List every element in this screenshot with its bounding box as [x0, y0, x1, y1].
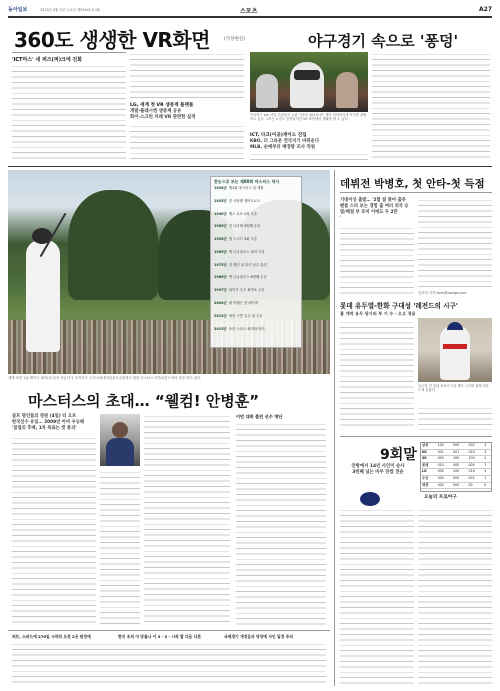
timeline-year: 2004년 [214, 301, 227, 306]
baseball-headline: 야구경기 속으로 '퐁덩' [308, 32, 459, 50]
schedule-cell-r: 000 [452, 462, 467, 469]
debut-rule [340, 192, 492, 193]
schedule-row [421, 456, 491, 463]
schedule-cell-r: 200 [452, 469, 467, 476]
timeline-list [211, 186, 301, 331]
vr-subhead: (가상현실) [224, 37, 245, 42]
schedule-cell-x: 001 [468, 475, 484, 482]
schedule-cell-team: 넥센 [421, 482, 437, 489]
schedule-cell-score: 010 [437, 462, 452, 469]
schedule-cell-team: 두산 [421, 475, 437, 482]
column-divider [334, 170, 335, 686]
vr-body-col2 [130, 52, 244, 98]
masthead [8, 6, 492, 16]
schedule-cell-score: 000 [437, 456, 452, 463]
debut-deck: 기대이상 출발… '2할 잘 찾아 출루 팬들 스타 보는 경험 출 여러 외국 승 빛/배점 부 조미 이에도 두 2만 ' [340, 198, 409, 221]
schedule-row [421, 449, 491, 456]
baseball-body-col1 [250, 152, 368, 162]
schedule-cell-x: 100 [468, 456, 484, 463]
debut-body-col2 [418, 198, 492, 294]
timeline-item [214, 263, 298, 268]
player-body [106, 438, 134, 466]
lotte-body-col2 [418, 406, 492, 430]
timeline-text: 제1회 마스터스 첫 개최 [228, 186, 264, 190]
timeline-item [214, 224, 298, 229]
pitcher-figure [440, 326, 470, 380]
timeline-text: 필 미켈슨 첫 메이저 [228, 301, 259, 306]
ninth-headline: 9회말 [380, 447, 417, 463]
timeline-text: 진 사라젠 앨버트로스 [228, 198, 261, 203]
timeline-item [214, 199, 298, 204]
timeline-item [214, 250, 298, 255]
schedule-cell-team: SK [421, 456, 437, 463]
masters-body-col2 [100, 470, 140, 626]
masters-infobox [210, 176, 302, 348]
bottom-body [12, 642, 326, 686]
masters-player-photo [100, 414, 140, 466]
vr-lead: 'ICT마스' 새 퍼즈(퍼)크에 진화 [12, 57, 83, 63]
timeline-item [214, 327, 298, 332]
schedule-cell-score: 001 [437, 449, 452, 456]
schedule-cell-r: 001 [452, 449, 467, 456]
masters-deck: 골프 명인들의 영원 (4일) 티 오프 한국선수 유일… 2009년 아마 우승때 '꿈결의 후배, 1차 목표는 컷 통과' [12, 414, 85, 431]
schedule-cell-x: 010 [468, 449, 484, 456]
ninth-body-col2 [418, 508, 492, 686]
vr-rule [12, 52, 126, 53]
lotte-headline: 롯데 유두열-한화 구대성 '레전드의 시구' [340, 302, 458, 310]
schedule-cell-team: NC [421, 449, 437, 456]
schedule-cell-x: 01X [468, 469, 484, 476]
baseball-deck: KBO, 더 그라운 전국지기 바뀌운다 MLB, 순매부터 배경량 조사 직원 [250, 139, 320, 150]
timeline-text: 리 엘더 첫 흑인 선수 출전 [228, 262, 267, 267]
bottom-head-3: 국제경기 개정음의 당장에 사인 일정 주의 [224, 634, 293, 639]
masthead-rule [8, 16, 492, 18]
section-name: 스포츠 [240, 8, 258, 15]
timeline-year: 1935년 [214, 198, 227, 203]
schedule-logo [360, 492, 380, 506]
ninth-rule [340, 436, 492, 437]
timeline-year: 1950년 [214, 224, 227, 229]
timeline-text: 타이거 우즈 최연소 우승 [228, 288, 265, 293]
pitcher-jersey-text [443, 344, 467, 349]
pitcher-cap [447, 322, 463, 330]
vr-headset-figure [290, 62, 324, 108]
vr-deck: 개발·플래시엔 생중계 공유 화이·스크린 차례 VR 관련한 실적 [130, 109, 196, 120]
timeline-item [214, 237, 298, 242]
vr-body-col1 [12, 64, 126, 160]
baseball-photo-caption: 프로야구 ktx 사업 주관업지 주관 기술력 2013시즌 개막 의미하기에 야구를 관람하고 있다 그러는 시각도 증양되지만 VR 화면에서 생활을 할 수 있다. [250, 113, 367, 122]
schedule-row [421, 462, 491, 469]
schedule-cell-x: 002 [468, 443, 484, 449]
issue-date: 2013년 4월 5일 금요일 제29441호 (8) [40, 8, 101, 12]
ninth-deck: 안방에서 14년 사인이 순사 3번째 넘는 마무 잔쌈 전운 [351, 464, 405, 475]
schedule-row [421, 475, 491, 482]
timeline-year: 1965년 [214, 249, 227, 254]
timeline-year: 1997년 [214, 288, 227, 293]
masters-headline: 마스터스의 초대… “웰컴! 안병훈” [28, 392, 260, 410]
schedule-cell-o: 1 [483, 475, 491, 482]
schedule-cell-o: 3 [483, 449, 491, 456]
schedule-cell-score: 000 [437, 475, 452, 482]
masters-col4-title: 이번 대회 출전 선수 명단 [236, 414, 283, 419]
schedule-cell-x: 00 [468, 482, 484, 489]
schedule-cell-score: 000 [437, 469, 452, 476]
schedule-cell-team: LG [421, 469, 437, 476]
timeline-year: 2015년 [214, 326, 227, 331]
timeline-year: 1986년 [214, 275, 227, 280]
golfer-figure [26, 240, 60, 352]
timeline-year: 2013년 [214, 313, 227, 318]
schedule-box [420, 442, 492, 492]
vr-body-col3 [130, 124, 244, 160]
debut-byline: 임보미 기자 bom@donga.com [418, 291, 467, 295]
schedule-cell-score: 000 [437, 482, 452, 489]
timeline-item [214, 186, 298, 191]
timeline-text: 제스 로브 2회 우승 [228, 211, 258, 216]
vr-crosshead: LG, 세계 첫 VR 생중계 플랫폼 [130, 103, 194, 108]
timeline-text: 조던 스피스 최저타 타이 [228, 326, 265, 331]
timeline-item [214, 314, 298, 319]
schedule-cell-score: 100 [437, 443, 452, 449]
tree-silhouette-1 [68, 190, 158, 300]
timeline-year: 1940년 [214, 211, 227, 216]
schedule-cell-team: 삼성 [421, 443, 437, 449]
baseball-crosshead: ICT, 다크(이공)게이드 진입 [250, 133, 307, 138]
top-section-rule [8, 166, 492, 167]
schedule-cell-r: 000 [452, 475, 467, 482]
masters-photo-caption: 세계 최정 1위 제이슨 데이(호주)가 5일 미국 조지아주 오거스타내셔널골프클럽에서 열린 마스터스 연습라운드에서 샷을 하고 있다. [8, 376, 202, 380]
schedule-cell-r: 000 [452, 443, 467, 449]
lotte-body-col1 [340, 320, 414, 430]
person-right [336, 72, 358, 108]
baseball-photo [250, 52, 368, 112]
lotte-photo-caption: 유두열 전 롯데 코치가 1일 개막 시구를 위해 마운드에 올랐다. [418, 384, 489, 393]
paper-name: 동아일보 [8, 7, 28, 13]
timeline-text: 잭 니클라우스 최저 기록 [228, 249, 265, 254]
baseball-body-col2 [372, 52, 490, 162]
schedule-cell-o: 3 [483, 443, 491, 449]
debut-body-col1 [340, 226, 414, 294]
page-number: A27 [479, 6, 492, 13]
vr-headset-device [294, 70, 320, 80]
timeline-text: 진 디마레 3번째 우승 [228, 224, 261, 229]
lotte-photo [418, 318, 492, 382]
debut-headline: 데뷔전 박병호, 첫 안타-첫 득점 [340, 178, 485, 190]
schedule-title: 오늘의 프로야구 [424, 495, 457, 500]
schedule-cell-o: 0 [483, 482, 491, 489]
masters-body-col1 [12, 436, 96, 626]
vr-headline: 360도 생생한 VR화면 [14, 28, 210, 52]
timeline-year: 1934년 [214, 186, 227, 190]
schedule-row [421, 469, 491, 476]
bottom-head-2: 현지 조직 아 당물나 이 3 - 3 - 시작 할 다음 다른 [118, 634, 201, 639]
timeline-text: 샘 스니드 3회 우승 [228, 237, 258, 242]
timeline-item [214, 288, 298, 293]
person-left [256, 74, 278, 108]
masters-body-col4 [236, 422, 326, 626]
schedule-cell-o: 3 [483, 469, 491, 476]
infobox-title: 한눈으로 보는 제80회 마스터스 역사 [214, 179, 280, 184]
timeline-item [214, 212, 298, 217]
schedule-table [421, 443, 491, 489]
masters-body-col3 [144, 414, 230, 626]
schedule-cell-r: 100 [452, 456, 467, 463]
schedule-row [421, 482, 491, 489]
timeline-item [214, 301, 298, 306]
timeline-item [214, 275, 298, 280]
timeline-text: 잭 니클라우스 6번째 우승 [228, 275, 267, 280]
schedule-cell-o: 1 [483, 462, 491, 469]
schedule-cell-o: 2 [483, 456, 491, 463]
timeline-year: 1954년 [214, 237, 227, 242]
timeline-year: 1975년 [214, 262, 227, 267]
schedule-cell-team: 롯데 [421, 462, 437, 469]
bottom-strip-rule [8, 630, 330, 631]
player-head [112, 422, 128, 438]
lotte-deck: 홈 개막 유두 당시의 투 기 수 - 오오 경용 [340, 311, 416, 316]
schedule-cell-r: 000 [452, 482, 467, 489]
ninth-body-col1 [340, 508, 414, 686]
bottom-head-1: 퍼트, 스피드에 270일 시작라 도전 2곳 원정에 [12, 634, 91, 639]
timeline-text: 애덤 스콧 호주 첫 우승 [228, 313, 263, 318]
schedule-cell-x: 000 [468, 462, 484, 469]
